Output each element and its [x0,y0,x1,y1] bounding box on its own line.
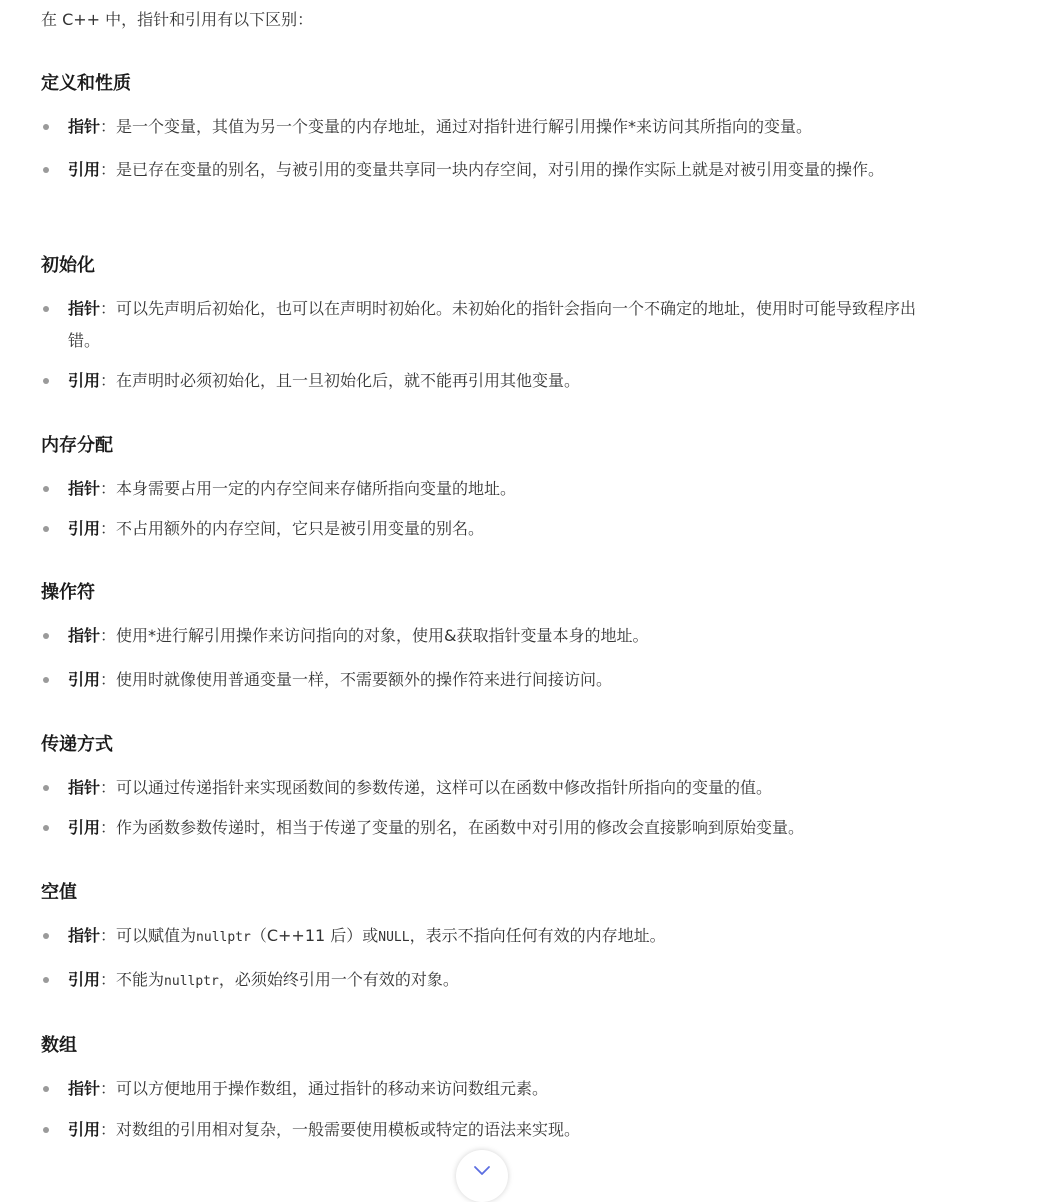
list-item [41,812,921,844]
bullet-text: 引用：对数组的引用相对复杂，一般需要使用模板或特定的语法来实现。 [68,1120,581,1139]
scroll-to-bottom-button[interactable] [456,1150,508,1202]
term-label: 指针 [68,926,101,945]
chevron-down-icon [473,1165,491,1177]
bullet-dot [43,306,49,312]
section-title: 操作符 [41,582,95,603]
bullet-text: 引用：使用时就像使用普通变量一样，不需要额外的操作符来进行间接访问。 [68,670,613,689]
bullet-text: 引用：不占用额外的内存空间，它只是被引用变量的别名。 [68,519,485,538]
bullet-text: 指针：本身需要占用一定的内存空间来存储所指向变量的地址。 [68,479,517,498]
intro-text: 在 C++ 中，指针和引用有以下区别： [41,10,314,29]
item-description: 作为函数参数传递时，相当于传递了变量的别名，在函数中对引用的修改会直接影响到原始变量。 [116,818,805,837]
bullet-dot [43,378,49,384]
list-item [41,620,921,652]
bullet-text: 指针：可以方便地用于操作数组，通过指针的移动来访问数组元素。 [68,1079,549,1098]
bullet-text: 引用：是已存在变量的别名，与被引用的变量共享同一块内存空间，对引用的操作实际上就是对被引用变量的操作。 [68,160,885,179]
bullet-dot [43,633,49,639]
section-title: 内存分配 [41,435,113,456]
bullet-text: 指针：可以通过传递指针来实现函数间的参数传递，这样可以在函数中修改指针所指向的变量的值。 [68,778,773,797]
bullet-dot [43,977,49,983]
list-item [41,154,921,186]
list-item [41,1073,921,1105]
term-label: 指针 [68,479,101,498]
bullet-text: 引用：作为函数参数传递时，相当于传递了变量的别名，在函数中对引用的修改会直接影响到原始变量。 [68,818,805,837]
item-description: 使用*进行解引用操作来访问指向的对象，使用&获取指针变量本身的地址。 [116,626,649,645]
item-description: 是已存在变量的别名，与被引用的变量共享同一块内存空间，对引用的操作实际上就是对被引用变量的操作。 [116,160,885,179]
term-label: 指针 [68,1079,101,1098]
item-description: 可以通过传递指针来实现函数间的参数传递，这样可以在函数中修改指针所指向的变量的值。 [116,778,773,797]
bullet-text: 指针：可以先声明后初始化，也可以在声明时初始化。未初始化的指针会指向一个不确定的地址，使用时可能导致程序出错。 [68,299,917,350]
bullet-dot [43,124,49,130]
section-title: 定义和性质 [41,73,131,94]
list-item [41,920,921,954]
code-nullptr: nullptr [164,974,219,989]
list-item [41,772,921,804]
section-title: 数组 [41,1035,77,1056]
list-item [41,513,921,545]
list-item [41,111,921,143]
term-label: 引用 [68,160,101,179]
term-label: 引用 [68,1120,101,1139]
list-item [41,365,921,397]
bullet-dot [43,785,49,791]
bullet-text: 指针：使用*进行解引用操作来访问指向的对象，使用&获取指针变量本身的地址。 [68,626,649,645]
list-item [41,664,921,696]
term-label: 引用 [68,519,101,538]
term-label: 引用 [68,818,101,837]
item-description: 不占用额外的内存空间，它只是被引用变量的别名。 [116,519,485,538]
bullet-dot [43,1086,49,1092]
section-title: 传递方式 [41,734,113,755]
bullet-dot [43,167,49,173]
item-description: 本身需要占用一定的内存空间来存储所指向变量的地址。 [116,479,517,498]
bullet-text: 指针：是一个变量，其值为另一个变量的内存地址，通过对指针进行解引用操作*来访问其所指向的变量。 [68,117,813,136]
item-description: 使用时就像使用普通变量一样，不需要额外的操作符来进行间接访问。 [116,670,613,689]
bullet-dot [43,1127,49,1133]
item-description: 对数组的引用相对复杂，一般需要使用模板或特定的语法来实现。 [116,1120,581,1139]
item-description: 在声明时必须初始化，且一旦初始化后，就不能再引用其他变量。 [116,371,581,390]
bullet-text: 指针：可以赋值为nullptr（C++11 后）或NULL，表示不指向任何有效的内存地址。 [68,926,666,945]
item-description: 可以方便地用于操作数组，通过指针的移动来访问数组元素。 [116,1079,549,1098]
code-nullptr: nullptr [196,930,251,945]
list-item [41,293,921,357]
code-null: NULL [378,930,410,945]
item-description: 可以先声明后初始化，也可以在声明时初始化。未初始化的指针会指向一个不确定的地址，使用时可能导致程序出错。 [68,299,917,350]
bullet-dot [43,933,49,939]
bullet-text: 引用：不能为nullptr，必须始终引用一个有效的对象。 [68,970,459,989]
section-title: 初始化 [41,255,95,276]
list-item [41,473,921,505]
term-label: 指针 [68,626,101,645]
list-item [41,964,921,998]
bullet-dot [43,526,49,532]
term-label: 指针 [68,299,101,318]
term-label: 指针 [68,778,101,797]
bullet-dot [43,486,49,492]
item-description: 是一个变量，其值为另一个变量的内存地址，通过对指针进行解引用操作*来访问其所指向的变量。 [116,117,813,136]
bullet-dot [43,825,49,831]
term-label: 指针 [68,117,101,136]
term-label: 引用 [68,371,101,390]
term-label: 引用 [68,970,101,989]
bullet-dot [43,677,49,683]
term-label: 引用 [68,670,101,689]
bullet-text: 引用：在声明时必须初始化，且一旦初始化后，就不能再引用其他变量。 [68,371,581,390]
list-item [41,1114,921,1146]
section-title: 空值 [41,882,77,903]
